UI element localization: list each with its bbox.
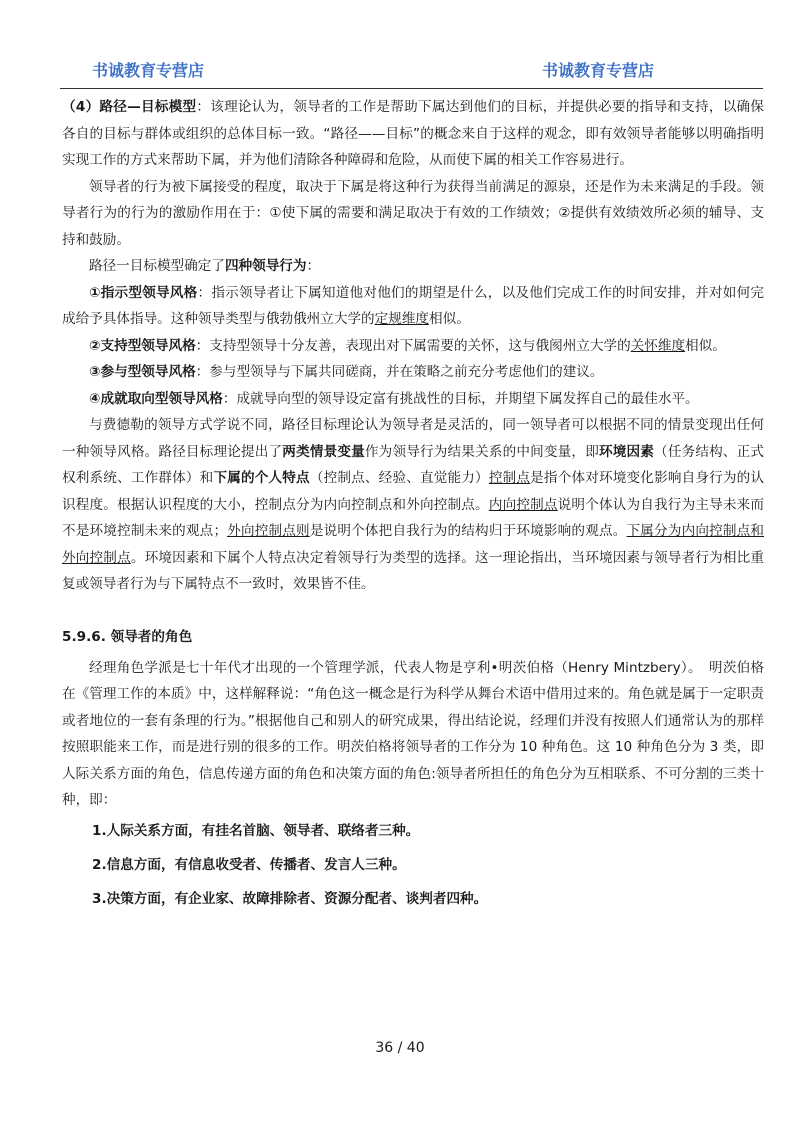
paragraph-managerial-roles: 经理角色学派是七十年代才出现的一个管理学派，代表人物是亨利•明茨伯格（Henry Mintzbery）。 明茨伯格在《管理工作的本质》中，这样解释说：“角色这一概念是行为科学从舞台术语中借用过来的。角色就是属于一定职责或者地位的一套有条理的行为。”根据他自己和别人的研究成果，得出结论说，经理们并没有按照人们通常认为的那样按照职能来工作，而是进行别的很多的工作。明茨伯格将领导者的工作分为 10 种角色。这 10 种角色分为 3 类，即人际关系方面的角色，信息传递方面的角色和决策方面的角色:领导者所担任的角色分为互相联系、不可分割的三类十种，即： <box>62 659 764 808</box>
list-item: 1.人际关系方面，有挂名首脑、领导者、联络者三种。 <box>92 822 420 839</box>
header-shop-name-left: 书诚教育专营店 <box>92 61 205 80</box>
section-heading: 5.9.6. 领导者的角色 <box>62 628 193 645</box>
role-category-list <box>62 814 764 916</box>
list-item: 2.信息方面，有信息收受者、传播者、发言人三种。 <box>92 856 406 873</box>
paragraph-situational-variables: 与费德勒的领导方式学说不同，路径目标理论认为领导者是灵活的，同一领导者可以根据不同的情景变现出任何一种领导风格。路径目标理论提出了两类情景变量作为领导行为结果关系的中间变量，即环境因素（任务结构、正式权利系统、工作群体）和下属的个人特点（控制点、经验、直觉能力）控制点是指个体对环境变化影响自身行为的认识程度。根据认识程度的大小，控制点分为内向控制点和外向控制点。内向控制点说明个体认为自我行为主导未来而不是环境控制未来的观点；外向控制点则是说明个体把自我行为的结构归于环境影响的观点。下属分为内向控制点和外向控制点。环境因素和下属个人特点决定着领导行为类型的选择。这一理论指出，当环境因素与领导者行为相比重复或领导者行为与下属特点不一致时，效果皆不佳。 <box>62 417 765 592</box>
paragraph-leader-behavior: 领导者的行为被下属接受的程度，取决于下属是将这种行为获得当前满足的源泉，还是作为未来满足的手段。领导者行为的行为的激励作用在于：①使下属的需要和满足取决于有效的工作绩效；②提供有效绩效所必须的辅导、支持和鼓励。 <box>62 178 764 248</box>
style-supportive: ②支持型领导风格：支持型领导十分友善，表现出对下属需要的关怀，这与俄阂州立大学的关怀维度相似。 <box>89 337 726 354</box>
style-achievement: ④成就取向型领导风格：成就导向型的领导设定富有挑战性的目标，并期望下属发挥自己的最佳水平。 <box>89 390 699 407</box>
page-number: 36 / 40 <box>375 1040 425 1056</box>
style-directive: ①指示型领导风格：指示领导者让下属知道他对他们的期望是什么，以及他们完成工作的时间安排，并对如何完成给予具体指导。这种领导类型与俄勃俄州立大学的定规维度相似。 <box>62 284 764 327</box>
header-shop-name-right: 书诚教育专营店 <box>542 61 655 80</box>
list-item: 3.决策方面，有企业家、故障排除者、资源分配者、谈判者四种。 <box>92 890 488 907</box>
page-header <box>0 58 800 84</box>
paragraph-path-goal-model: （4）路径—目标模型：该理论认为，领导者的工作是帮助下属达到他们的目标，并提供必要的指导和支持，以确保各自的目标与群体或组织的总体目标一致。“路径——目标”的概念来自于这样的观念，即有效领导者能够以明确指明实现工作的方式来帮助下属，并为他们清除各种障碍和危险，从而使下属的相关工作容易进行。 <box>62 99 764 168</box>
header-divider <box>60 88 763 89</box>
paragraph-four-behaviors: 路径一目标模型确定了四种领导行为： <box>89 258 321 274</box>
style-participative: ③参与型领导风格：参与型领导与下属共同磋商，并在策略之前充分考虑他们的建议。 <box>89 364 604 380</box>
page-content <box>62 94 764 916</box>
